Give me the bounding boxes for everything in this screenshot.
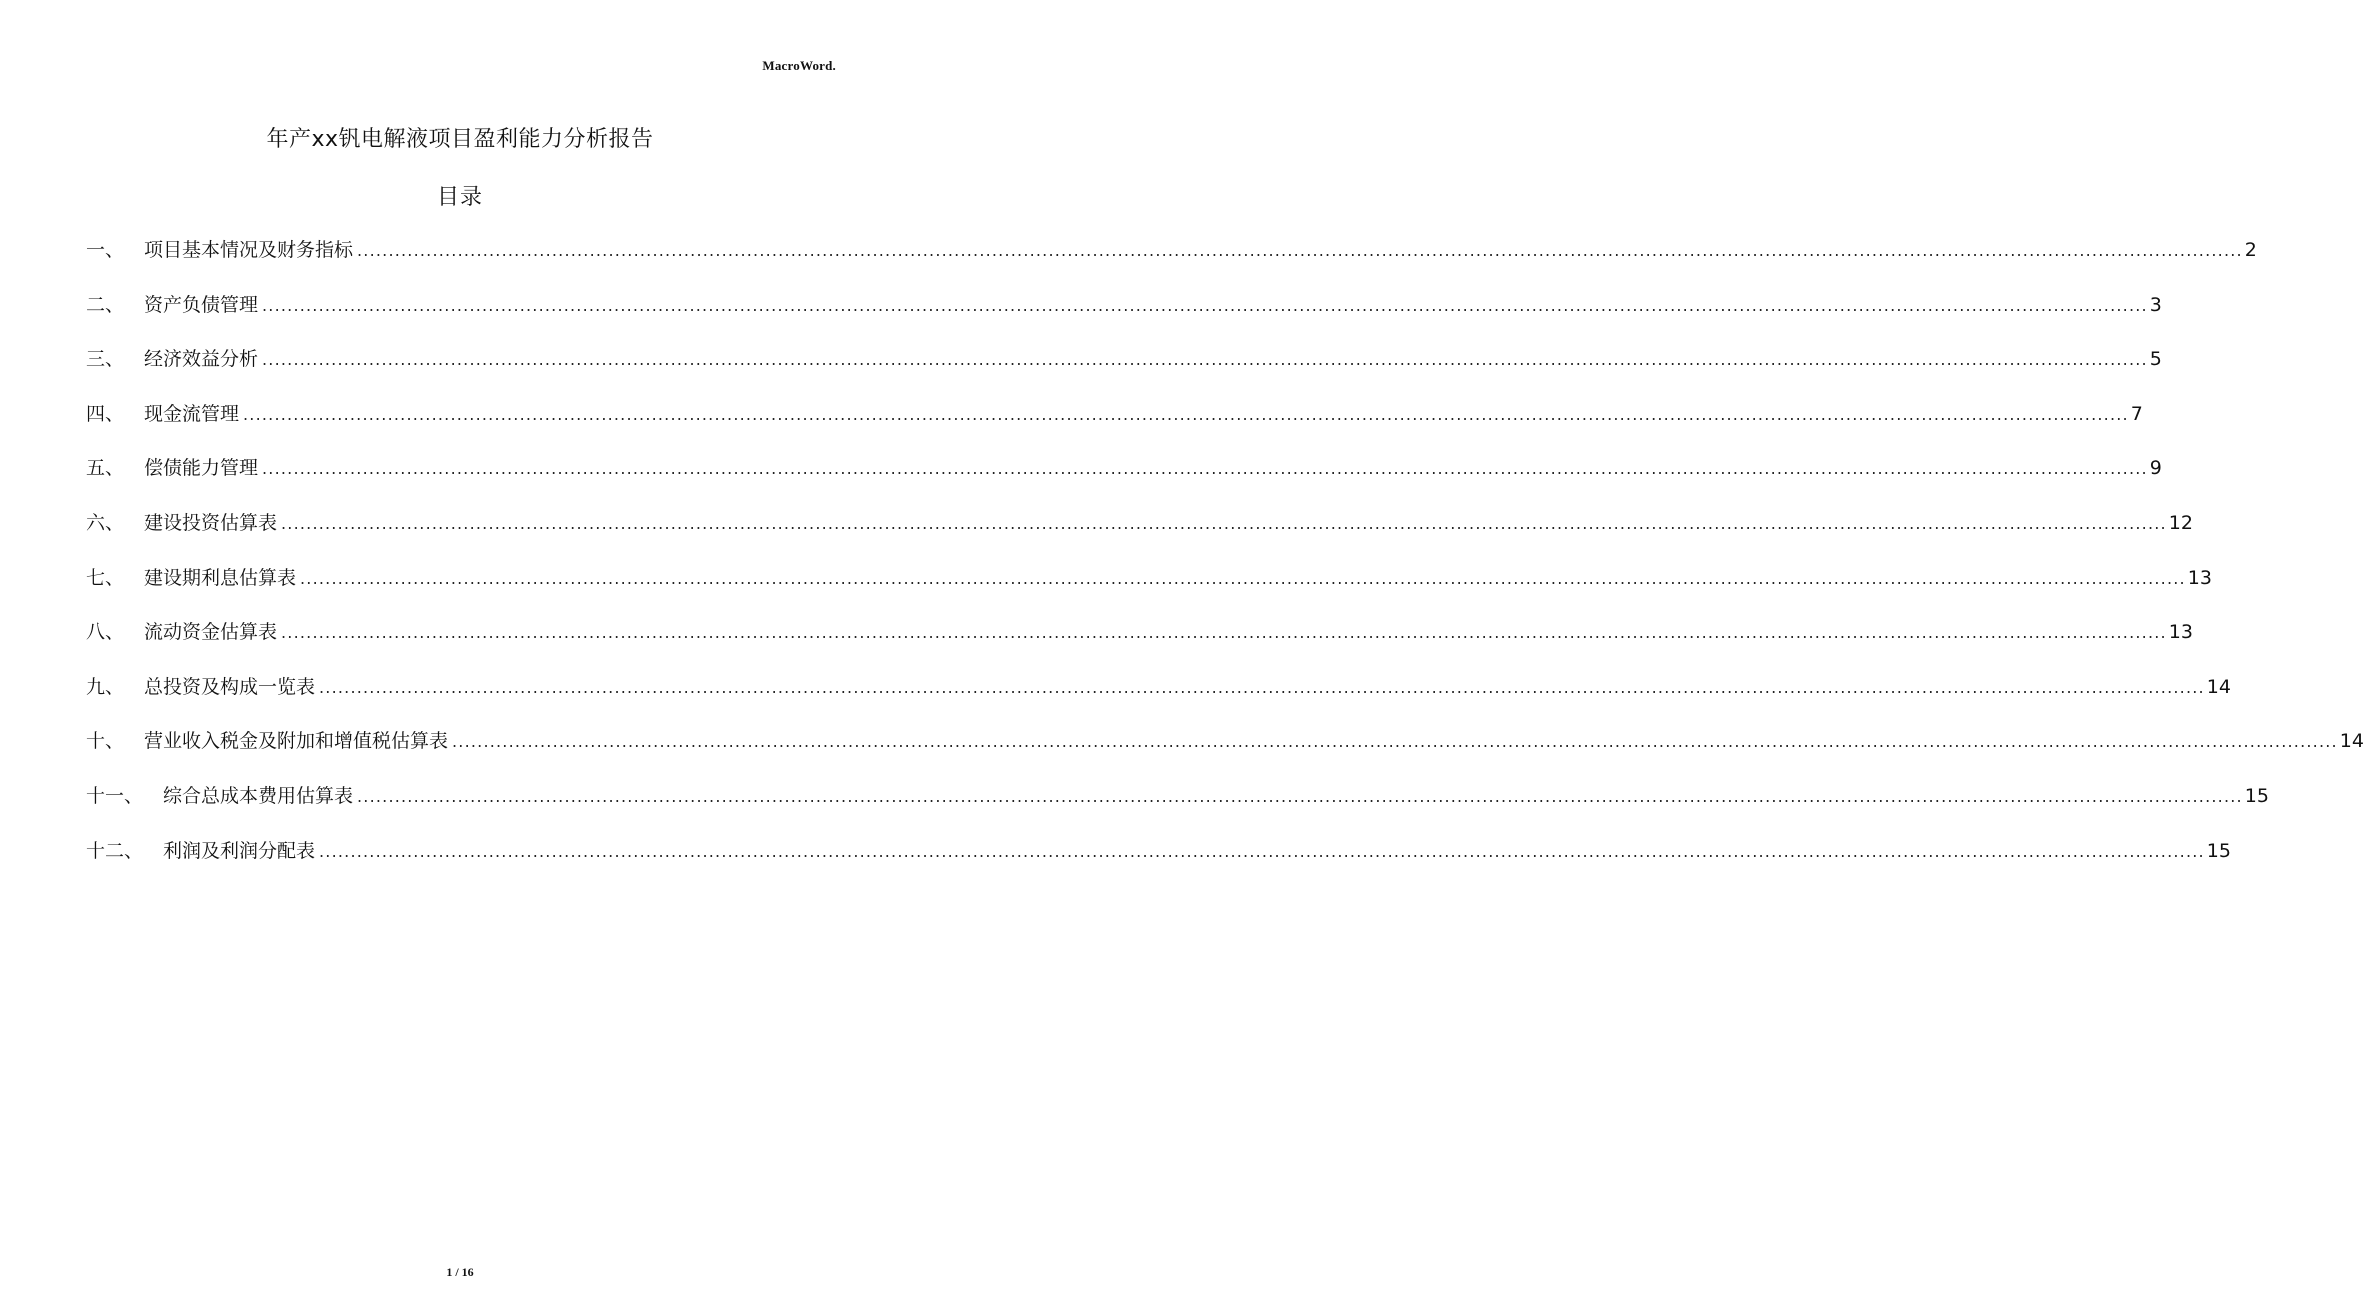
toc-entry-label: 资产负债管理 [144, 293, 259, 316]
toc-leader-dots: ............................................................................................................................................................................................................................................................................................................ [357, 786, 2243, 806]
table-of-contents [86, 235, 2364, 890]
toc-entry-page: 3 [2149, 293, 2162, 316]
toc-entry-page: 15 [2206, 839, 2231, 862]
toc-entry-label: 总投资及构成一览表 [144, 675, 316, 698]
toc-leader-dots: ............................................................................................................................................................................................................................................................................................................ [281, 623, 2167, 643]
toc-entry[interactable] [86, 563, 2212, 618]
toc-entry-page: 14 [2339, 730, 2364, 753]
toc-entry-label: 营业收入税金及附加和增值税估算表 [144, 730, 449, 753]
toc-leader-dots: ............................................................................................................................................................................................................................................................................................................ [243, 404, 2129, 424]
toc-entry-number: 十一、 [86, 784, 144, 807]
toc-entry-page: 9 [2149, 457, 2162, 480]
toc-leader-dots: ............................................................................................................................................................................................................................................................................................................ [319, 841, 2205, 861]
toc-entry-page: 13 [2168, 621, 2193, 644]
toc-entry-number: 二、 [86, 293, 125, 316]
toc-entry-label: 项目基本情况及财务指标 [144, 239, 354, 261]
toc-entry[interactable] [86, 836, 2231, 891]
toc-leader-dots: ............................................................................................................................................................................................................................................................................................................ [262, 459, 2148, 479]
toc-entry-label: 流动资金估算表 [144, 621, 278, 644]
toc-entry-page: 15 [2244, 784, 2269, 807]
toc-leader-dots: ............................................................................................................................................................................................................................................................................................................ [452, 732, 2338, 752]
toc-entry[interactable] [86, 453, 2162, 508]
toc-entry[interactable] [86, 399, 2143, 454]
toc-entry-number: 九、 [86, 675, 125, 698]
toc-entry-number: 十、 [86, 730, 125, 753]
toc-entry[interactable] [86, 235, 2257, 290]
toc-entry-label: 经济效益分析 [144, 348, 259, 371]
toc-heading: 目录 [436, 185, 483, 210]
toc-leader-dots: ............................................................................................................................................................................................................................................................................................................ [281, 513, 2167, 533]
page-indicator: 1 / 16 [446, 1265, 474, 1279]
toc-entry-page: 7 [2130, 402, 2143, 425]
toc-entry-page: 13 [2187, 566, 2212, 589]
toc-entry-number: 三、 [86, 348, 125, 371]
toc-leader-dots: ............................................................................................................................................................................................................................................................................................................ [262, 350, 2148, 370]
toc-entry-number: 六、 [86, 511, 125, 534]
toc-entry-page: 5 [2149, 348, 2162, 371]
toc-entry-label: 现金流管理 [144, 402, 240, 425]
toc-entry-page: 12 [2168, 511, 2193, 534]
toc-entry-label: 建设投资估算表 [144, 511, 278, 534]
toc-entry-page: 2 [2244, 239, 2257, 261]
toc-entry[interactable] [86, 290, 2162, 345]
toc-leader-dots: ............................................................................................................................................................................................................................................................................................................ [357, 241, 2243, 260]
toc-entry-label: 偿债能力管理 [144, 457, 259, 480]
toc-leader-dots: ............................................................................................................................................................................................................................................................................................................ [300, 568, 2186, 588]
toc-entry[interactable] [86, 617, 2193, 672]
toc-entry[interactable] [86, 726, 2364, 781]
toc-entry-number: 七、 [86, 566, 125, 589]
toc-entry-number: 四、 [86, 402, 125, 425]
toc-entry-label: 综合总成本费用估算表 [163, 784, 354, 807]
toc-leader-dots: ............................................................................................................................................................................................................................................................................................................ [319, 677, 2205, 697]
toc-entry-page: 14 [2206, 675, 2231, 698]
toc-entry-number: 一、 [86, 239, 125, 261]
toc-entry-number: 五、 [86, 457, 125, 480]
toc-entry-label: 利润及利润分配表 [163, 839, 316, 862]
toc-entry-label: 建设期利息估算表 [144, 566, 297, 589]
document-title: 年产xx钒电解液项目盈利能力分析报告 [266, 127, 654, 152]
toc-entry[interactable] [86, 672, 2231, 727]
toc-entry-number: 十二、 [86, 839, 144, 862]
toc-entry-number: 八、 [86, 621, 125, 644]
toc-entry[interactable] [86, 781, 2269, 836]
toc-leader-dots: ............................................................................................................................................................................................................................................................................................................ [262, 295, 2148, 315]
toc-entry[interactable] [86, 344, 2162, 399]
header-brand: MacroWord. [762, 58, 836, 73]
toc-entry[interactable] [86, 508, 2193, 563]
